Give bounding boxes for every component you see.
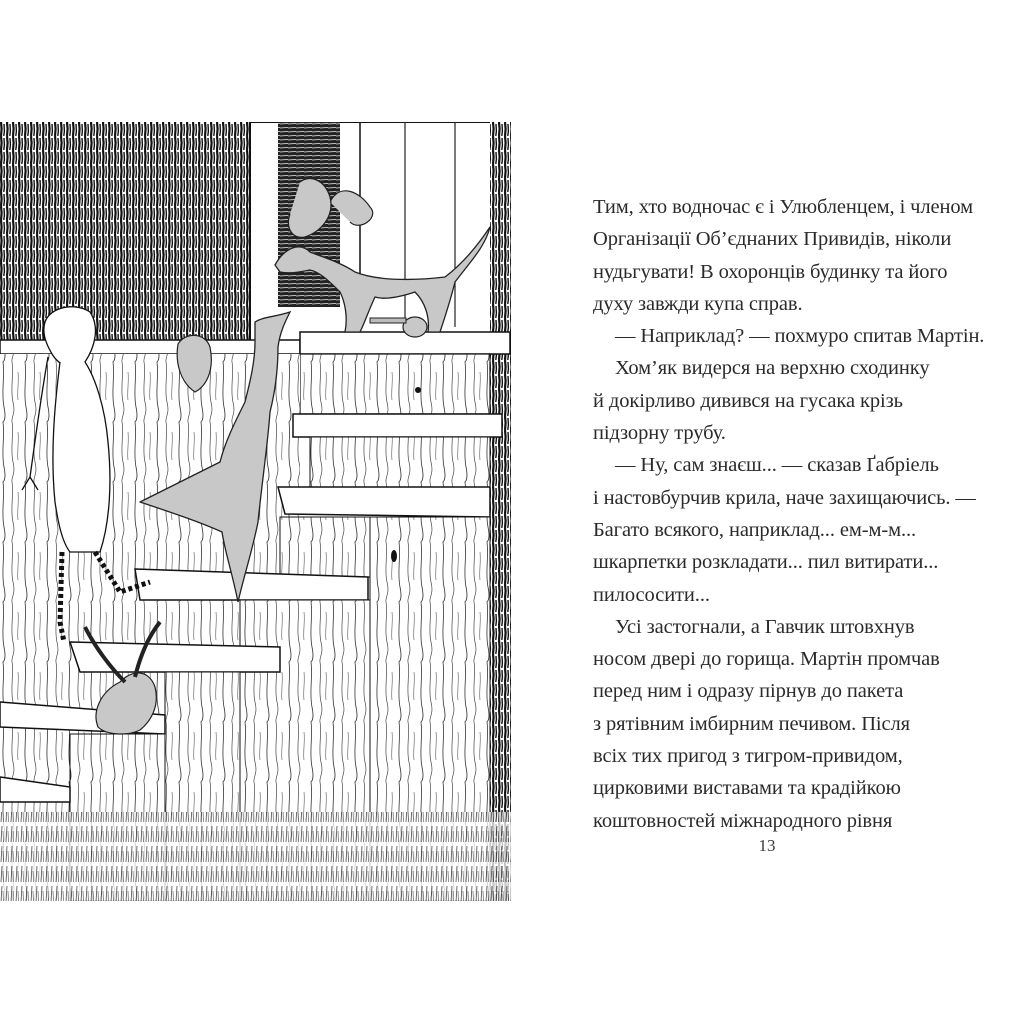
text-line: і настовбурчив крила, наче захищаючись. — (593, 486, 976, 509)
text-line: шкарпетки розкладати... пил витирати... (593, 551, 939, 574)
text-line: коштовностей міжнародного рівня (593, 809, 893, 832)
text-line: перед ним і одразу пірнув до пакета (593, 680, 904, 703)
text-line: Багато всякого, наприклад... ем-м-м... (593, 518, 917, 541)
text-line: Хом’як видерся на верхню сходинку (615, 357, 930, 380)
text-line: цирковими виставами та крадійкою (593, 777, 901, 800)
hatched-wall (0, 122, 250, 342)
text-line: Тим, хто водночас є і Улюбленцем, і членом (593, 196, 974, 218)
text-line: й докірливо дивився на гусака крізь (593, 389, 903, 412)
text-line: носом двері до горища. Мартін промчав (593, 648, 940, 671)
text-line: Усі застогнали, а Гавчик штовхнув (615, 615, 915, 638)
text-line: пилососити... (593, 583, 710, 606)
staircase-illustration (0, 122, 511, 901)
text-line: — Ну, сам знаєш... — сказав Ґабріель (615, 454, 939, 477)
text-line: — Наприклад? — похмуро спитав Мартін. (615, 325, 985, 348)
text-line: нудьгувати! В охоронців будинку та його (593, 260, 948, 283)
illustration (0, 122, 511, 901)
text-line: духу завжди купа справ. (593, 292, 803, 315)
text-line: з рятівним імбирним печивом. Після (593, 712, 910, 735)
page-number: 13 (758, 836, 776, 855)
text-line: Організації Об’єднаних Привидів, ніколи (593, 228, 952, 251)
text-page (593, 191, 985, 837)
text-line: всіх тих пригод з тигром-привидом, (593, 745, 903, 768)
text-line: підзорну трубу. (593, 422, 726, 445)
